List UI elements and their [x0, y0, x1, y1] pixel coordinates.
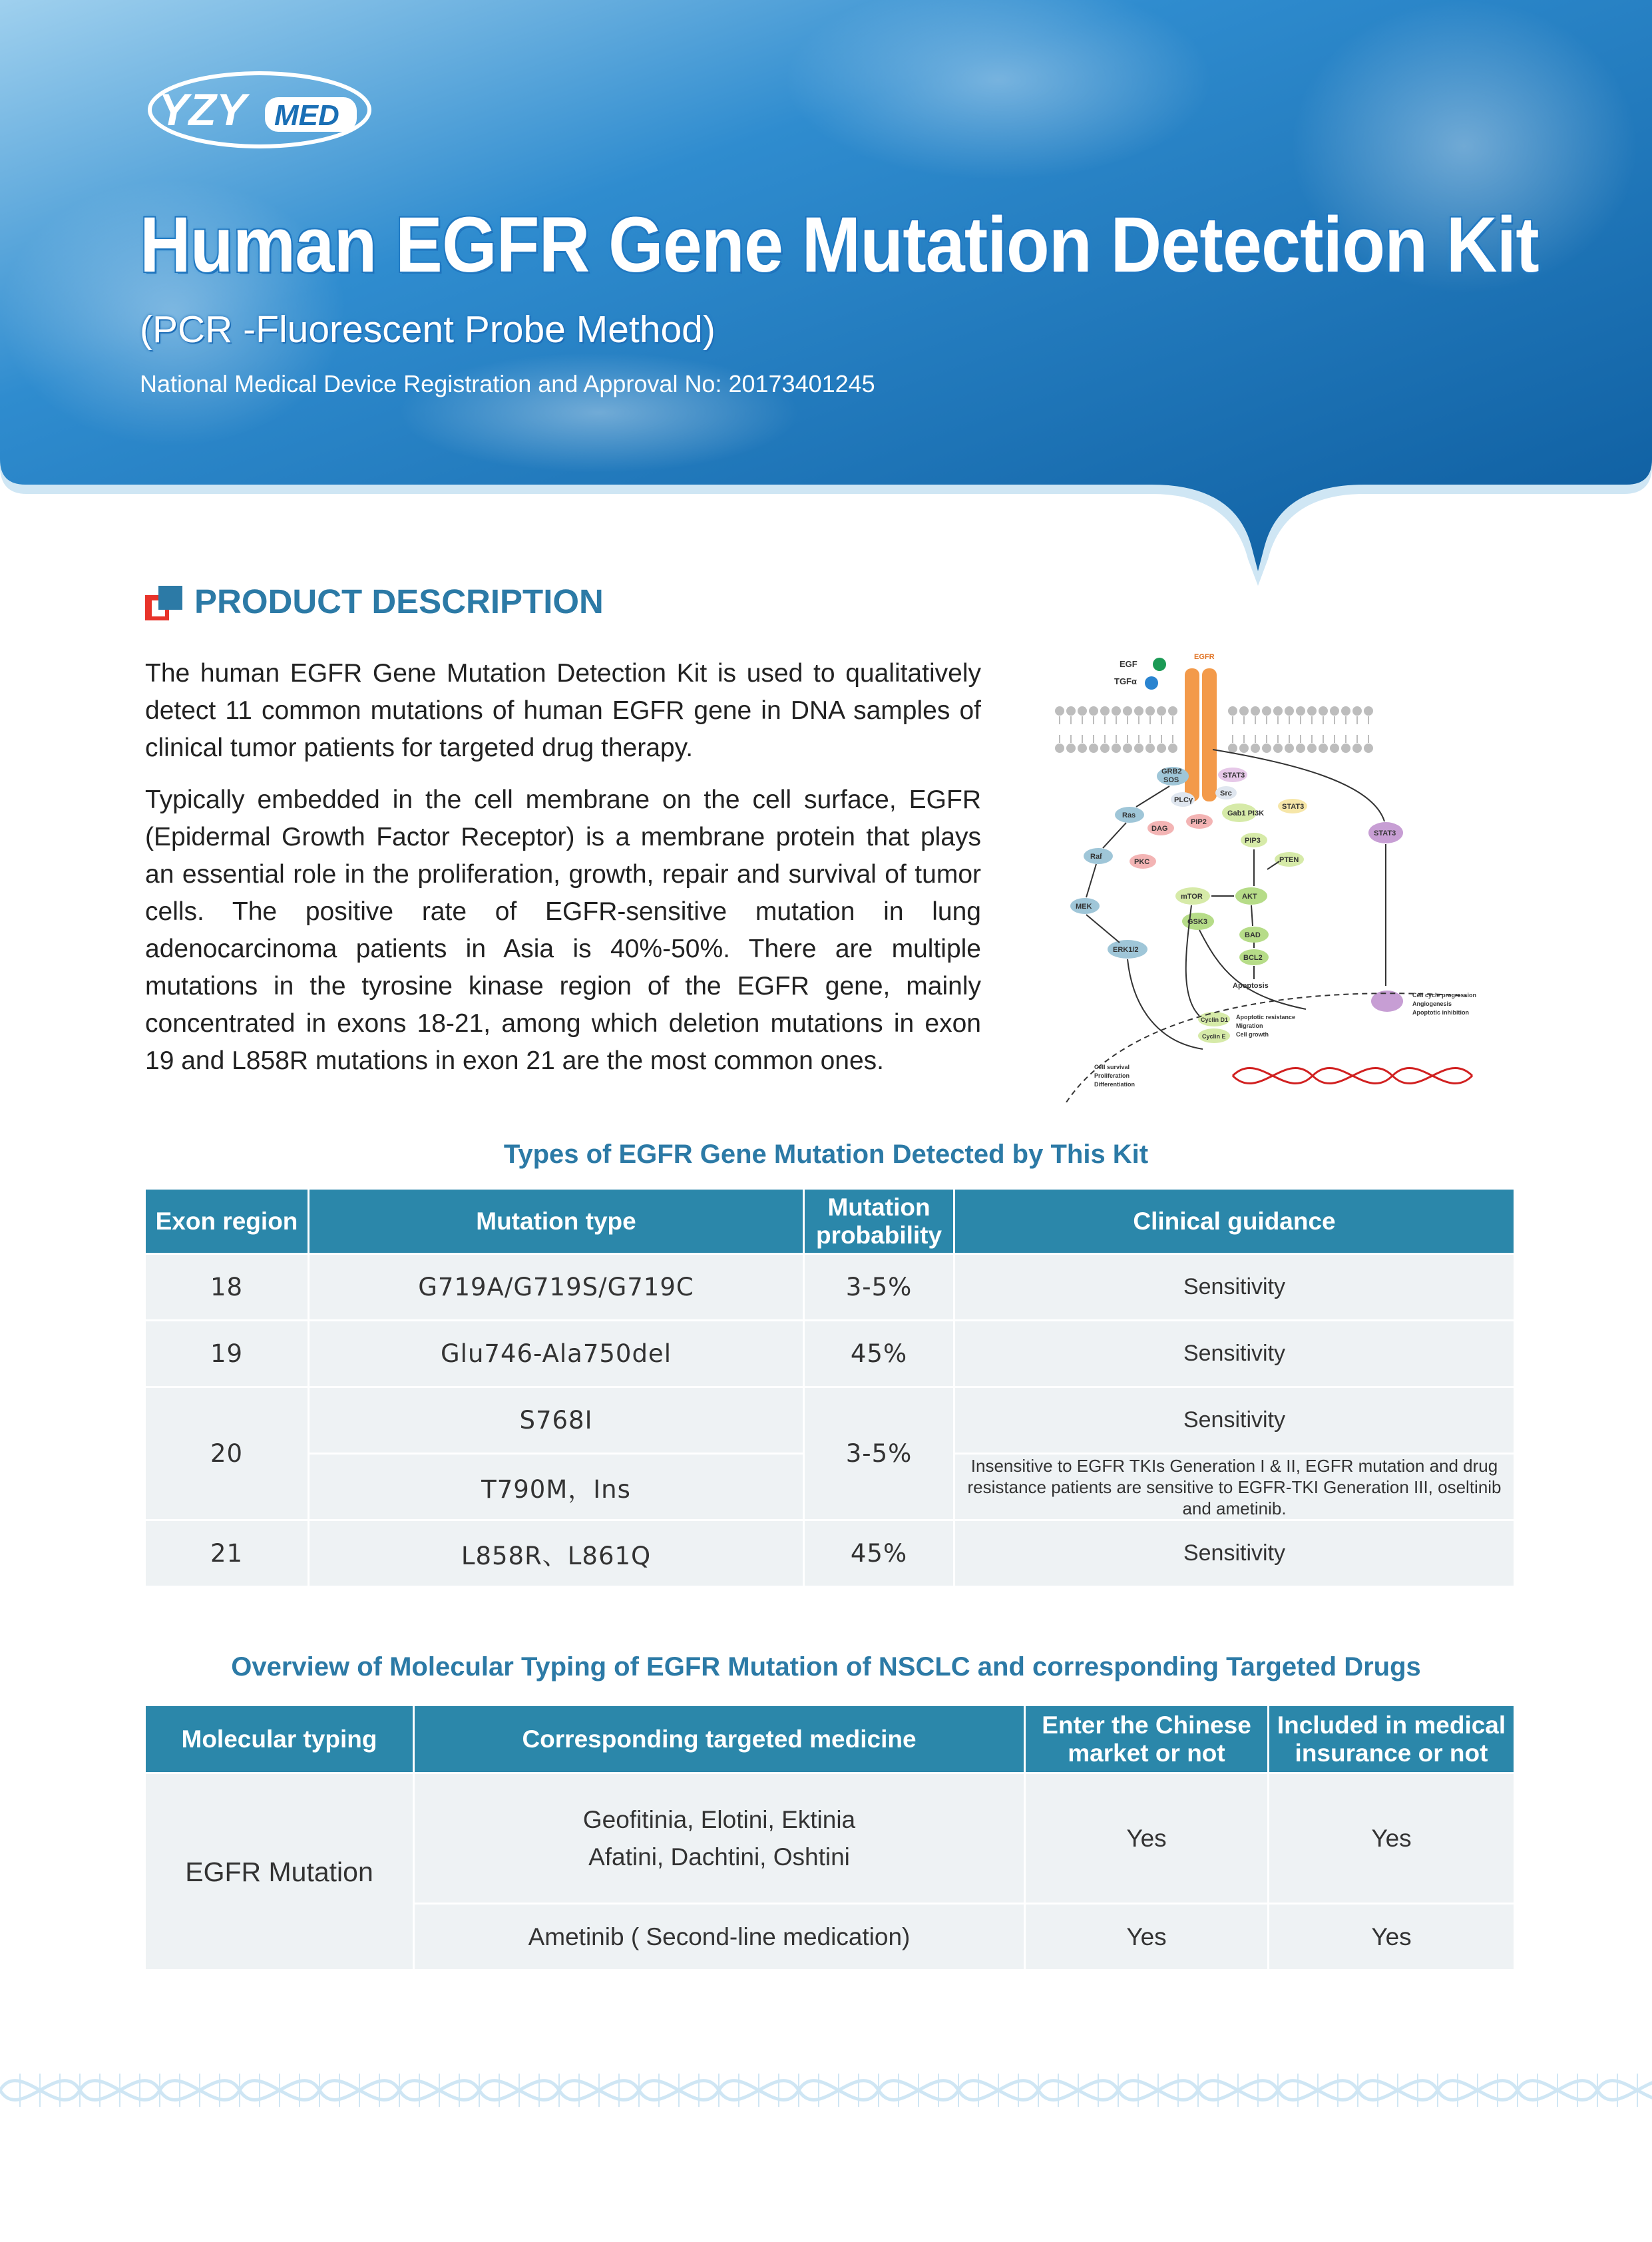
membrane-lipid [1296, 744, 1305, 753]
pw-gsk3: GSK3 [1187, 918, 1207, 926]
pw-sos: SOS [1163, 776, 1179, 784]
membrane-lipid [1089, 706, 1098, 716]
pw-dag: DAG [1151, 825, 1168, 833]
membrane-lipid [1123, 744, 1132, 753]
dna-decoration [0, 2044, 1652, 2137]
membrane-lipid [1112, 744, 1121, 753]
membrane-lipid [1228, 706, 1237, 716]
pw-out9: Differentiation [1094, 1081, 1136, 1088]
membrane-lipid [1055, 744, 1064, 753]
pw-out8: Proliferation [1094, 1072, 1130, 1079]
section-bullet-icon [145, 586, 182, 620]
pw-pip3: PIP3 [1245, 837, 1261, 845]
membrane-lipid [1066, 744, 1076, 753]
col-header-guidance: Clinical guidance [954, 1189, 1515, 1254]
col-header-probability: Mutation probability [804, 1189, 954, 1254]
cell-guidance: Sensitivity [954, 1321, 1515, 1387]
pw-stat3b: STAT3 [1282, 803, 1305, 811]
pw-cycle2: Cyclin E [1202, 1033, 1226, 1040]
table2-title: Overview of Molecular Typing of EGFR Mutation of NSCLC and corresponding Targeted Drugs [231, 1652, 1421, 1682]
membrane-lipid [1066, 706, 1076, 716]
pw-out7: Cell survival [1094, 1064, 1130, 1070]
col-header-typing: Molecular typing [145, 1705, 414, 1773]
membrane-lipid [1168, 706, 1177, 716]
membrane-lipid [1145, 744, 1155, 753]
membrane-lipid [1123, 706, 1132, 716]
pw-egfr: EGFR [1194, 653, 1215, 661]
membrane-lipid [1273, 706, 1283, 716]
description-paragraph-2: Typically embedded in the cell membrane on the cell surface, EGFR (Epidermal Growth Factor Receptor) is a membrane protein that plays an essential role in the proliferation, growth, repair and survival of tumor cells. The positive rate of EGFR-sensitive mutation in lung adenocarcinoma patients in Asia is 40%-50%. There are multiple mutations in the tyrosine kinase region of the EGFR gene, mainly concentrated in exons 18-21, among which deletion mutations in exon 19 and L858R mutations in exon 21 are the most common ones. [145, 785, 981, 1075]
tgfa-ligand [1145, 676, 1158, 690]
membrane-lipid [1364, 744, 1373, 753]
cell-market: Yes [1025, 1773, 1269, 1904]
cell-insurance: Yes [1269, 1904, 1515, 1970]
membrane-lipid [1168, 744, 1177, 753]
pw-egf: EGF [1120, 659, 1137, 669]
cell-guidance: Sensitivity [954, 1254, 1515, 1321]
membrane-lipid [1330, 706, 1339, 716]
membrane-lipid [1352, 744, 1362, 753]
membrane-lipid [1319, 744, 1328, 753]
membrane-lipid [1341, 706, 1350, 716]
cell-exon: 19 [145, 1321, 309, 1387]
molecular-typing-table [144, 1704, 1516, 1971]
cell-exon: 18 [145, 1254, 309, 1321]
membrane-lipid [1078, 744, 1087, 753]
cell-typing: EGFR Mutation [145, 1773, 414, 1970]
egf-ligand [1153, 658, 1166, 671]
cell-probability: 3-5% [804, 1254, 954, 1321]
membrane-lipid [1307, 744, 1317, 753]
brand-logo [146, 67, 373, 153]
pw-bad: BAD [1245, 931, 1261, 939]
membrane-lipid [1145, 706, 1155, 716]
membrane-lipid [1262, 744, 1271, 753]
col-header-medicine: Corresponding targeted medicine [414, 1705, 1025, 1773]
pw-stat3c: STAT3 [1374, 829, 1396, 837]
membrane-lipid [1364, 706, 1373, 716]
cell-mutation-type: Glu746-Ala750del [309, 1321, 804, 1387]
pw-mek: MEK [1076, 903, 1092, 911]
page-subtitle: (PCR -Fluorescent Probe Method) [140, 308, 716, 351]
cell-mutation-type: L858R、L861Q [309, 1520, 804, 1587]
description-paragraph-1: The human EGFR Gene Mutation Detection Kit is used to qualitatively detect 11 common mutations of human EGFR gene in DNA samples of clinical tumor patients for targeted drug therapy. [145, 659, 981, 762]
membrane-lipid [1251, 744, 1260, 753]
col-header-insurance: Included in medical insurance or not [1269, 1705, 1515, 1773]
membrane-lipid [1157, 706, 1166, 716]
pw-akt: AKT [1242, 893, 1257, 901]
pw-out2: Migration [1236, 1022, 1263, 1029]
col-header-exon: Exon region [145, 1189, 309, 1254]
pw-stat3a: STAT3 [1223, 772, 1245, 780]
membrane-lipid [1251, 706, 1260, 716]
pw-grb2: GRB2 [1161, 768, 1182, 776]
table1-title: Types of EGFR Gene Mutation Detected by This Kit [503, 1140, 1149, 1169]
membrane-lipid [1134, 706, 1143, 716]
pw-out4: Cell cycle progression [1412, 992, 1477, 999]
pw-out1: Apoptotic resistance [1236, 1014, 1296, 1020]
pw-bcl2: BCL2 [1243, 954, 1263, 962]
table-row [145, 1520, 1515, 1587]
cell-exon: 20 [145, 1387, 309, 1520]
membrane-lipid [1228, 744, 1237, 753]
pw-pkc: PKC [1134, 858, 1150, 866]
cell-mutation-type: T790M，Ins [309, 1454, 804, 1520]
table1-header-row [145, 1189, 1515, 1254]
registration-number: National Medical Device Registration and Approval No: 20173401245 [140, 370, 875, 397]
membrane-lipid [1262, 706, 1271, 716]
pw-out3: Cell growth [1236, 1031, 1269, 1038]
membrane-lipid [1100, 744, 1110, 753]
membrane-lipid [1239, 744, 1249, 753]
membrane-lipid [1100, 706, 1110, 716]
section-heading: PRODUCT DESCRIPTION [194, 582, 604, 620]
pw-mtor: mTOR [1181, 893, 1203, 901]
cell-probability: 45% [804, 1520, 954, 1587]
pw-src: Src [1220, 789, 1232, 797]
table2-header-row [145, 1705, 1515, 1773]
pw-out5: Angiogenesis [1412, 1001, 1452, 1007]
cell-mutation-type: S768I [309, 1387, 804, 1454]
pw-apoptosis: Apoptosis [1233, 982, 1269, 990]
membrane-lipid [1078, 706, 1087, 716]
membrane-lipid [1285, 706, 1294, 716]
membrane-lipid [1239, 706, 1249, 716]
membrane-lipid [1319, 706, 1328, 716]
mutation-types-table [144, 1188, 1516, 1588]
cell-guidance: Sensitivity [954, 1387, 1515, 1454]
membrane-lipid [1055, 706, 1064, 716]
pw-ras: Ras [1122, 811, 1136, 819]
cell-guidance: Insensitive to EGFR TKIs Generation I & II, EGFR mutation and drug resistance patients are sensitive to EGFR-TKI Generation III, oseltinib and ametinib. [954, 1454, 1515, 1520]
pw-out6: Apoptotic inhibition [1412, 1009, 1469, 1016]
egfr-receptor-right [1202, 668, 1217, 801]
pw-plcy: PLCγ [1174, 796, 1193, 804]
pw-pi3k: Gab1 PI3K [1227, 809, 1265, 817]
table-row [145, 1254, 1515, 1321]
membrane-lipid [1352, 706, 1362, 716]
table-row [145, 1773, 1515, 1904]
cell-guidance: Sensitivity [954, 1520, 1515, 1587]
membrane-lipid [1089, 744, 1098, 753]
cell-exon: 21 [145, 1520, 309, 1587]
membrane-lipid [1307, 706, 1317, 716]
pw-erk: ERK1/2 [1113, 946, 1139, 954]
membrane-lipid [1273, 744, 1283, 753]
table-row [145, 1321, 1515, 1387]
cell-probability: 45% [804, 1321, 954, 1387]
membrane-lipid [1134, 744, 1143, 753]
cell-insurance: Yes [1269, 1773, 1515, 1904]
col-header-mutation-type: Mutation type [309, 1189, 804, 1254]
pw-cycle1: Cyclin D1 [1201, 1016, 1229, 1023]
table-row [145, 1387, 1515, 1454]
col-header-market: Enter the Chinese market or not [1025, 1705, 1269, 1773]
svg-text:MED: MED [274, 99, 339, 132]
pw-pten: PTEN [1279, 856, 1299, 864]
pw-pip2: PIP2 [1191, 818, 1207, 826]
membrane-lipid [1112, 706, 1121, 716]
membrane-lipid [1330, 744, 1339, 753]
cell-medicine: Ametinib ( Second-line medication) [414, 1904, 1025, 1970]
membrane-lipid [1341, 744, 1350, 753]
page-title: Human EGFR Gene Mutation Detection Kit [140, 201, 1539, 289]
cell-mutation-type: G719A/G719S/G719C [309, 1254, 804, 1321]
pw-tgfa: TGFα [1114, 676, 1137, 686]
pw-raf: Raf [1090, 853, 1102, 861]
cell-medicine: Geofitinia, Elotini, Ektinia Afatini, Dachtini, Oshtini [414, 1773, 1025, 1904]
membrane-lipid [1296, 706, 1305, 716]
membrane-lipid [1157, 744, 1166, 753]
egfr-receptor-left [1185, 668, 1199, 801]
membrane-lipid [1285, 744, 1294, 753]
egfr-pathway-diagram [1040, 650, 1492, 1102]
cell-probability: 3-5% [804, 1387, 954, 1520]
svg-text:YZY: YZY [158, 85, 247, 135]
cell-market: Yes [1025, 1904, 1269, 1970]
